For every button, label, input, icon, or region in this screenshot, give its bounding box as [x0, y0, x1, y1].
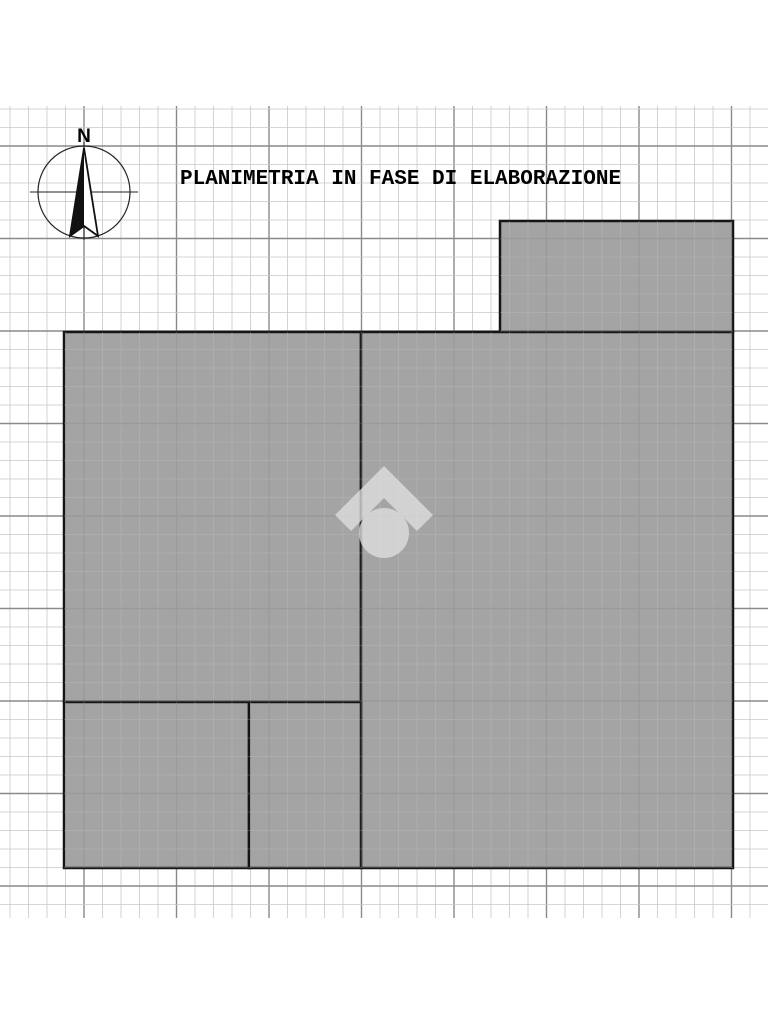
plan-title: PLANIMETRIA IN FASE DI ELABORAZIONE [180, 168, 622, 191]
room-bottom-middle [249, 702, 361, 868]
room-bottom-left [64, 702, 249, 868]
room-top-right [500, 221, 733, 332]
room-left-large [64, 332, 361, 702]
north-label: N [77, 126, 91, 147]
